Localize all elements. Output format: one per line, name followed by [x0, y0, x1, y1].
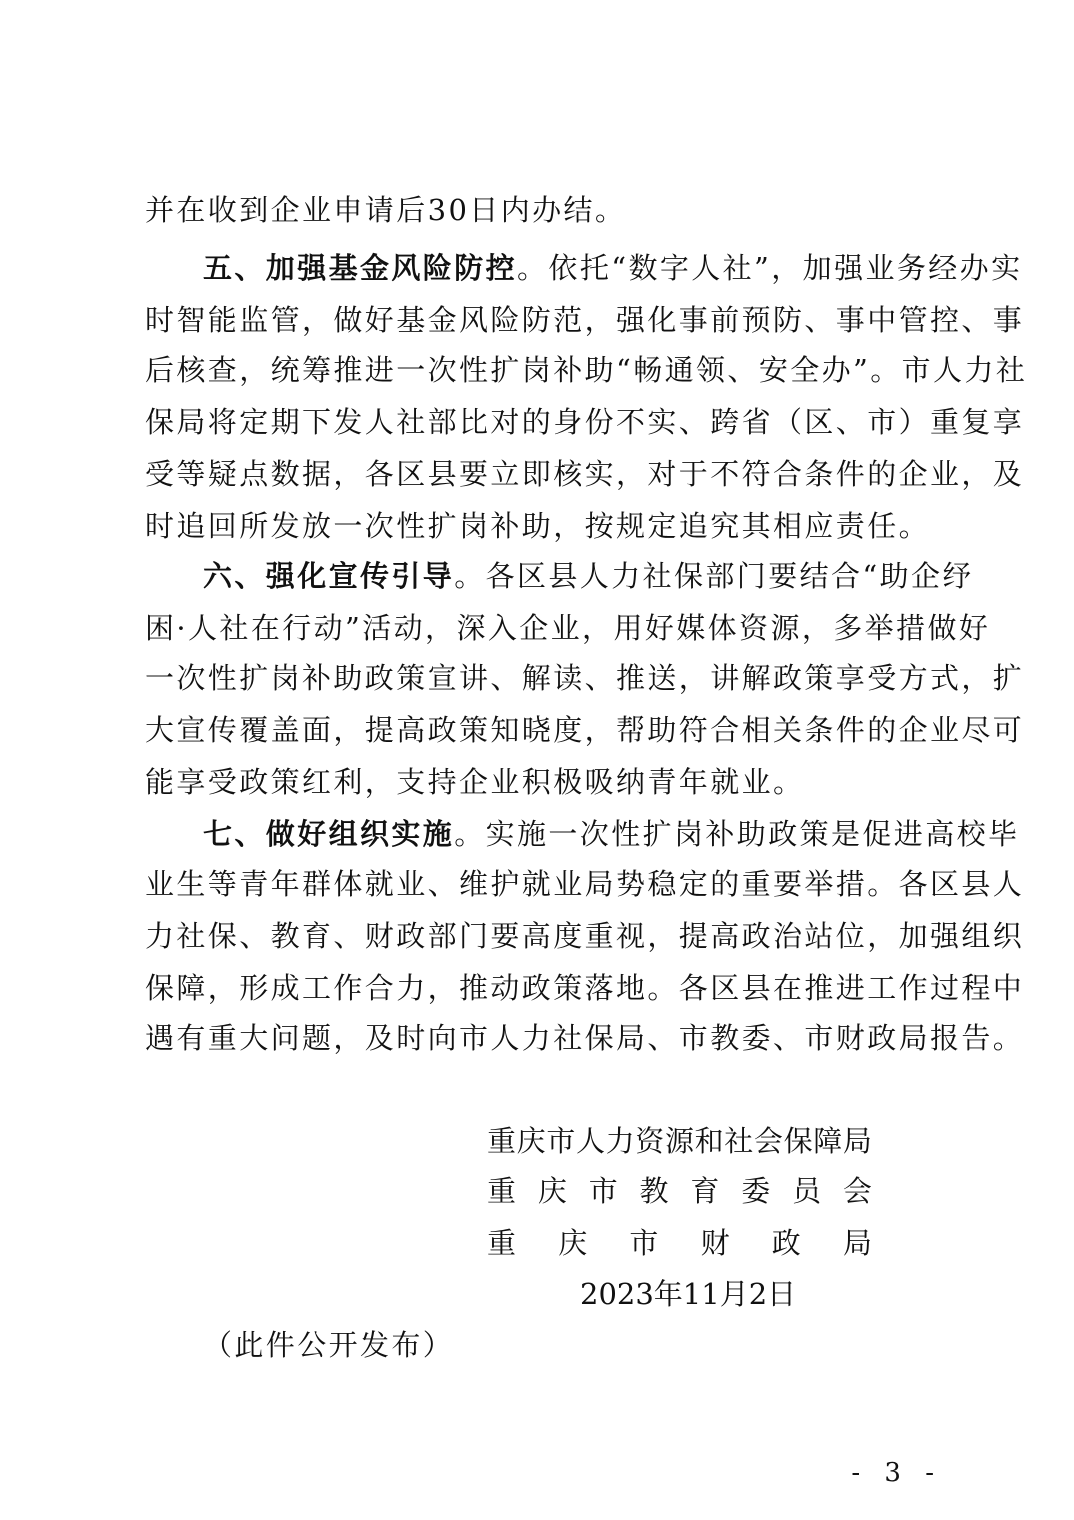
sign-char: 教 — [639, 1174, 669, 1208]
body-line: 受等疑点数据，各区县要立即核实，对于不符合条件的企业，及 — [145, 457, 1025, 491]
sign-char: 市 — [629, 1226, 659, 1260]
section-seven — [203, 816, 1019, 852]
body-line: 大宣传覆盖面，提高政策知晓度，帮助符合相关条件的企业尽可 — [145, 713, 1025, 747]
publication-note: （此件公开发布） — [203, 1328, 455, 1362]
sign-char: 重 — [487, 1174, 517, 1208]
issuer-hr-bureau — [487, 1123, 872, 1159]
section-five-heading: 五、加强基金风险防控 — [203, 251, 518, 285]
body-line: 业生等青年群体就业、维护就业局势稳定的重要举措。各区县人 — [145, 867, 1025, 901]
sign-char: 重 — [487, 1226, 517, 1260]
issuer-education-commission — [487, 1173, 872, 1209]
sign-char: 力 — [605, 1124, 635, 1158]
sign-char: 市 — [588, 1174, 618, 1208]
body-line: 一次性扩岗补助政策宣讲、解读、推送，讲解政策享受方式，扩 — [145, 661, 1025, 695]
sign-char: 会 — [753, 1124, 783, 1158]
sign-char: 局 — [842, 1124, 872, 1158]
sign-char: 会 — [842, 1174, 872, 1208]
section-seven-lead: 。实施一次性扩岗补助政策是促进高校毕 — [454, 817, 1020, 851]
body-line: 保局将定期下发人社部比对的身份不实、跨省（区、市）重复享 — [145, 405, 1025, 439]
sign-char: 委 — [741, 1174, 771, 1208]
section-six-lead: 。各区县人力社保部门要结合“助企纾 — [454, 559, 974, 593]
body-line: 保障，形成工作合力，推动政策落地。各区县在推进工作过程中 — [145, 971, 1025, 1005]
issuer-finance-bureau — [487, 1225, 872, 1261]
body-line: 遇有重大问题，及时向市人力社保局、市教委、市财政局报告。 — [145, 1021, 1025, 1055]
sign-char: 局 — [842, 1226, 872, 1260]
sign-char: 庆 — [516, 1124, 546, 1158]
document-date: 2023年11月2日 — [580, 1277, 797, 1311]
sign-char: 障 — [813, 1124, 843, 1158]
sign-char: 源 — [664, 1124, 694, 1158]
sign-char: 和 — [694, 1124, 724, 1158]
sign-char: 重 — [487, 1124, 517, 1158]
sign-char: 政 — [771, 1226, 801, 1260]
sign-char: 财 — [700, 1226, 730, 1260]
sign-char: 保 — [783, 1124, 813, 1158]
section-seven-heading: 七、做好组织实施 — [203, 817, 455, 851]
page-number: - 3 - — [851, 1458, 942, 1488]
section-five-lead: 。依托“数字人社”，加强业务经办实 — [517, 251, 1023, 285]
body-line: 困·人社在行动”活动，深入企业，用好媒体资源，多举措做好 — [145, 611, 991, 645]
sign-char: 员 — [792, 1174, 822, 1208]
sign-char: 市 — [546, 1124, 576, 1158]
body-line: 后核查，统筹推进一次性扩岗补助“畅通领、安全办”。市人力社 — [145, 353, 1028, 387]
sign-char: 社 — [724, 1124, 754, 1158]
section-six-heading: 六、强化宣传引导 — [203, 559, 455, 593]
sign-char: 庆 — [558, 1226, 588, 1260]
body-line: 能享受政策红利，支持企业积极吸纳青年就业。 — [145, 765, 805, 799]
body-line: 并在收到企业申请后30日内办结。 — [145, 193, 627, 227]
sign-char: 资 — [635, 1124, 665, 1158]
section-five — [203, 250, 1022, 286]
body-line: 时追回所发放一次性扩岗补助，按规定追究其相应责任。 — [145, 509, 931, 543]
section-six — [203, 558, 974, 594]
body-line: 时智能监管，做好基金风险防范，强化事前预防、事中管控、事 — [145, 303, 1025, 337]
sign-char: 庆 — [537, 1174, 567, 1208]
sign-char: 人 — [575, 1124, 605, 1158]
body-line: 力社保、教育、财政部门要高度重视，提高政治站位，加强组织 — [145, 919, 1025, 953]
sign-char: 育 — [690, 1174, 720, 1208]
